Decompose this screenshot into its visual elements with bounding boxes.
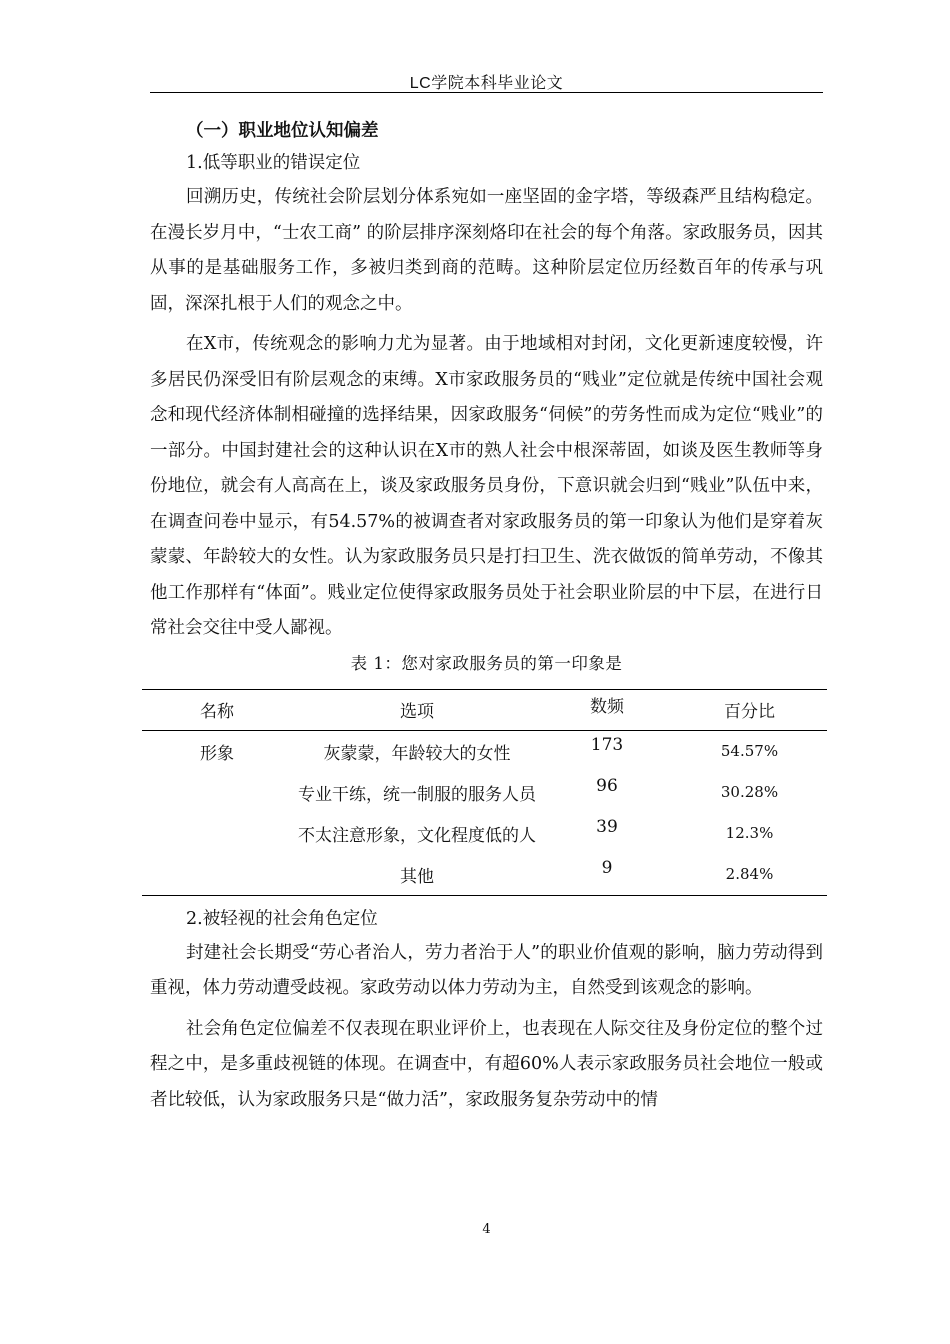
document-body	[150, 116, 823, 1118]
cell-percent: 30.28%	[720, 783, 779, 801]
group-label: 形象	[200, 743, 234, 764]
cell-percent: 12.3%	[725, 824, 774, 842]
paragraph-1: 回溯历史，传统社会阶层划分体系宛如一座坚固的金字塔，等级森严且结构稳定。在漫长岁月中，“士农工商” 的阶层排序深刻烙印在社会的每个角落。家政服务员，因其从事的是基础服务工作，多被归类到商的范畴。这种阶层定位历经数百年的传承与巩固，深深扎根于人们的观念之中。	[150, 187, 823, 314]
impression-table	[142, 689, 827, 896]
cell-name-empty	[142, 854, 292, 896]
cell-name-empty	[142, 813, 292, 854]
cell-percent: 54.57%	[720, 742, 779, 760]
paragraph-2: 在X市，传统观念的影响力尤为显著。由于地域相对封闭，文化更新速度较慢，许多居民仍深受旧有阶层观念的束缚。X市家政服务员的“贱业”定位就是传统中国社会观念和现代经济体制相碰撞的选择结果，因家政服务“伺候”的劳务性而成为定位“贱业”的一部分。中国封建社会的这种认识在X市的熟人社会中根深蒂固，如谈及医生教师等身份地位，就会有人高高在上，谈及家政服务员身份，下意识就会归到“贱业”队伍中来，在调查问卷中显示，有54.57%的被调查者对家政服务员的第一印象认为他们是穿着灰蒙蒙、年龄较大的女性。认为家政服务员只是打扫卫生、洗衣做饭的简单劳动，不像其他工作那样有“体面”。贱业定位使得家政服务员处于社会职业阶层的中下层，在进行日常社会交往中受人鄙视。	[150, 334, 823, 638]
cell-option: 其他	[292, 854, 542, 896]
table-row	[142, 772, 827, 813]
table-header-row	[142, 689, 827, 730]
table-caption: 表 1：您对家政服务员的第一印象是	[350, 653, 623, 673]
table-row	[142, 730, 827, 772]
cell-option: 不太注意形象，文化程度低的人	[298, 825, 536, 846]
cell-count: 9	[542, 854, 672, 896]
paragraph-3: 封建社会长期受“劳心者治人，劳力者治于人”的职业价值观的影响，脑力劳动得到重视，体力劳动遭受歧视。家政劳动以体力劳动为主，自然受到该观念的影响。	[150, 942, 823, 998]
header-title: LC学院本科毕业论文	[409, 75, 564, 92]
paragraph-4: 社会角色定位偏差不仅表现在职业评价上，也表现在人际交往及身份定位的整个过程之中，是多重歧视链的体现。在调查中，有超60%人表示家政服务员社会地位一般或者比较低，认为家政服务只是“做力活”，家政服务复杂劳动中的情	[150, 1018, 823, 1110]
cell-option: 专业干练，统一制服的服务人员	[298, 784, 536, 805]
cell-percent: 2.84%	[672, 854, 827, 896]
header-divider	[150, 92, 823, 93]
subheading-1: 1.低等职业的错误定位	[186, 153, 361, 173]
cell-name-empty	[142, 772, 292, 813]
section-heading: （一）职业地位认知偏差	[186, 121, 379, 141]
cell-count: 173	[590, 734, 624, 755]
cell-option: 灰蒙蒙，年龄较大的女性	[323, 743, 511, 764]
page-number: 4	[482, 1222, 491, 1237]
table-row	[142, 854, 827, 896]
table-row	[142, 813, 827, 854]
subheading-2: 2.被轻视的社会角色定位	[186, 908, 378, 929]
header-option: 选项	[292, 689, 542, 730]
cell-count: 39	[596, 816, 618, 837]
cell-count: 96	[596, 775, 618, 796]
header-count: 数频	[542, 689, 672, 730]
table-wrapper	[142, 689, 815, 896]
header-percent: 百分比	[672, 689, 827, 730]
header-name: 名称	[142, 689, 292, 730]
